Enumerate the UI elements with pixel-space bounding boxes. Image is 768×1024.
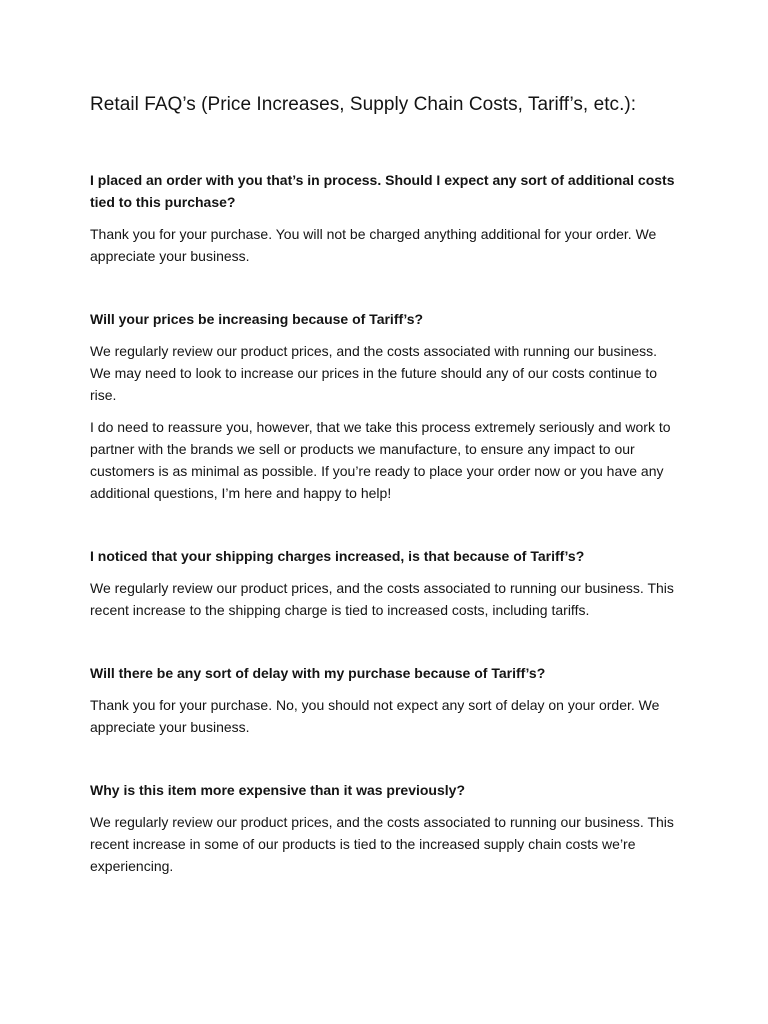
document-title: Retail FAQ’s (Price Increases, Supply Chain Costs, Tariff’s, etc.): xyxy=(90,94,637,115)
faq-question: Will your prices be increasing because of Tariff’s? xyxy=(90,311,424,327)
faq-item-shipping-charges xyxy=(90,545,680,621)
faq-item-more-expensive xyxy=(90,779,680,877)
faq-question: Why is this item more expensive than it was previously? xyxy=(90,782,465,798)
faq-item-delay xyxy=(90,662,680,738)
faq-answer: We regularly review our product prices, and the costs associated to running our business. This recent increase in some of our products is tied to the increased supply chain costs we’re experiencing. xyxy=(90,814,674,874)
faq-answer: We regularly review our product prices, and the costs associated to running our business. This recent increase to the shipping charge is tied to increased costs, including tariffs. xyxy=(90,580,674,618)
faq-item-price-increase xyxy=(90,308,680,504)
faq-answer: Thank you for your purchase. No, you should not expect any sort of delay on your order. We appreciate your business. xyxy=(90,697,660,735)
document-page xyxy=(90,91,680,887)
faq-answer: We regularly review our product prices, and the costs associated with running our business. We may need to look to increase our prices in the future should any of our costs continue to rise. xyxy=(90,343,658,403)
faq-question: I noticed that your shipping charges increased, is that because of Tariff’s? xyxy=(90,548,585,564)
faq-item-order-costs xyxy=(90,169,680,267)
faq-answer: I do need to reassure you, however, that we take this process extremely seriously and work to partner with the brands we sell or products we manufacture, to ensure any impact to our customers is as minimal as possible. If you’re ready to place your order now or you have any additional questions, I’m here and happy to help! xyxy=(90,419,671,501)
faq-answer: Thank you for your purchase. You will not be charged anything additional for your order. We appreciate your business. xyxy=(90,226,657,264)
faq-question: I placed an order with you that’s in process. Should I expect any sort of additional costs tied to this purchase? xyxy=(90,172,675,210)
faq-question: Will there be any sort of delay with my purchase because of Tariff’s? xyxy=(90,665,546,681)
